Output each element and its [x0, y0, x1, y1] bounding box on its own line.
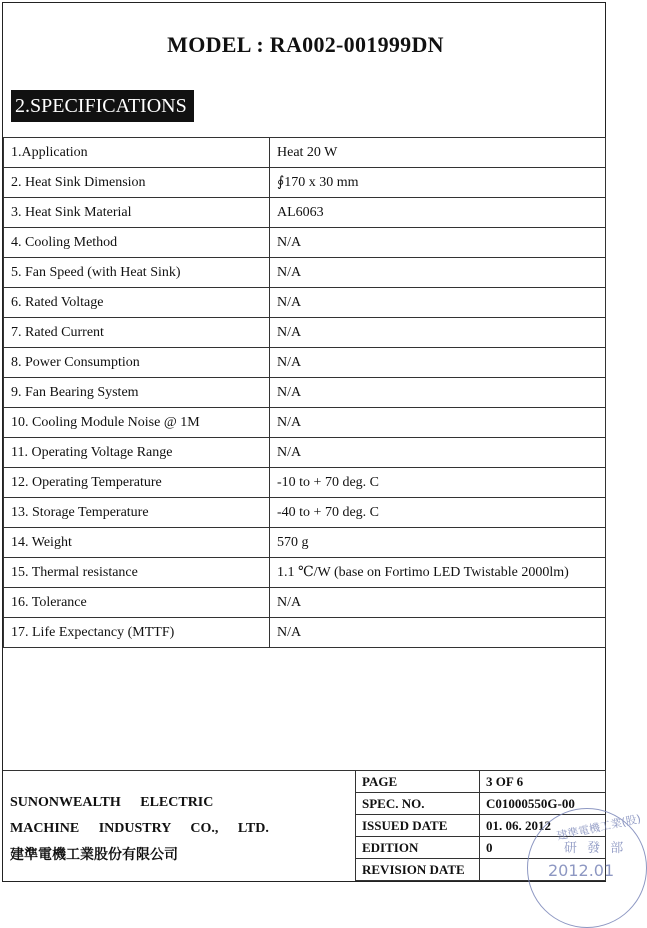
table-row: [4, 498, 606, 528]
spec-label: 10. Cooling Module Noise @ 1M: [4, 408, 270, 438]
spec-label: 7. Rated Current: [4, 318, 270, 348]
spec-value: -10 to + 70 deg. C: [270, 468, 606, 498]
spec-label: 11. Operating Voltage Range: [4, 438, 270, 468]
meta-label: PAGE: [356, 771, 480, 793]
meta-value: 3 OF 6: [480, 771, 606, 793]
spec-value: -40 to + 70 deg. C: [270, 498, 606, 528]
spec-label: 8. Power Consumption: [4, 348, 270, 378]
spec-label: 16. Tolerance: [4, 588, 270, 618]
spec-value: AL6063: [270, 198, 606, 228]
spec-label: 9. Fan Bearing System: [4, 378, 270, 408]
table-row: [4, 198, 606, 228]
company-block: [10, 790, 269, 868]
spec-value: N/A: [270, 588, 606, 618]
table-row: [4, 558, 606, 588]
meta-label: EDITION: [356, 837, 480, 859]
spec-value: N/A: [270, 318, 606, 348]
table-row: [4, 378, 606, 408]
table-row: [4, 438, 606, 468]
spec-label: 14. Weight: [4, 528, 270, 558]
meta-label: REVISION DATE: [356, 859, 480, 881]
table-row: [4, 168, 606, 198]
table-row: [4, 318, 606, 348]
stamp-date: 2012.01: [548, 861, 615, 880]
table-row: [356, 771, 606, 793]
approval-stamp: [527, 808, 647, 928]
spec-value: N/A: [270, 438, 606, 468]
spec-value: N/A: [270, 228, 606, 258]
spec-value: N/A: [270, 408, 606, 438]
spec-label: 17. Life Expectancy (MTTF): [4, 618, 270, 648]
spec-value: N/A: [270, 258, 606, 288]
company-name-line1: SUNONWEALTH ELECTRIC: [10, 795, 214, 810]
spec-value: ∮170 x 30 mm: [270, 168, 606, 198]
spec-value: N/A: [270, 618, 606, 648]
table-row: [4, 588, 606, 618]
meta-value: 0: [480, 837, 606, 859]
table-row: [4, 288, 606, 318]
spec-value: N/A: [270, 378, 606, 408]
company-name-line2: MACHINE INDUSTRY CO., LTD.: [10, 821, 269, 836]
spec-value: N/A: [270, 348, 606, 378]
meta-label: SPEC. NO.: [356, 793, 480, 815]
spec-label: 15. Thermal resistance: [4, 558, 270, 588]
table-row: [4, 408, 606, 438]
table-row: [4, 138, 606, 168]
spec-label: 4. Cooling Method: [4, 228, 270, 258]
spec-value: Heat 20 W: [270, 138, 606, 168]
company-name-chinese: 建準電機工業股份有限公司: [10, 847, 178, 863]
spec-label: 6. Rated Voltage: [4, 288, 270, 318]
spec-label: 2. Heat Sink Dimension: [4, 168, 270, 198]
meta-value: C01000550G-00: [480, 793, 606, 815]
meta-value: 01. 06. 2012: [480, 815, 606, 837]
table-row: [4, 258, 606, 288]
stamp-department: 研 發 部: [564, 841, 627, 856]
stamp-company: 建準電機工業(股): [555, 812, 643, 843]
table-row: [4, 348, 606, 378]
table-row: [4, 468, 606, 498]
table-row: [4, 528, 606, 558]
spec-label: 3. Heat Sink Material: [4, 198, 270, 228]
table-row: [4, 618, 606, 648]
meta-label: ISSUED DATE: [356, 815, 480, 837]
spec-label: 12. Operating Temperature: [4, 468, 270, 498]
table-row: [4, 228, 606, 258]
spec-value: N/A: [270, 288, 606, 318]
model-title: MODEL : RA002-001999DN: [167, 32, 444, 57]
spec-value: 1.1 ℃/W (base on Fortimo LED Twistable 2000lm): [270, 558, 606, 588]
spec-value: 570 g: [270, 528, 606, 558]
spec-label: 5. Fan Speed (with Heat Sink): [4, 258, 270, 288]
specifications-table: [3, 137, 606, 648]
spec-label: 1.Application: [4, 138, 270, 168]
spec-label: 13. Storage Temperature: [4, 498, 270, 528]
section-heading: 2.SPECIFICATIONS: [11, 90, 194, 122]
